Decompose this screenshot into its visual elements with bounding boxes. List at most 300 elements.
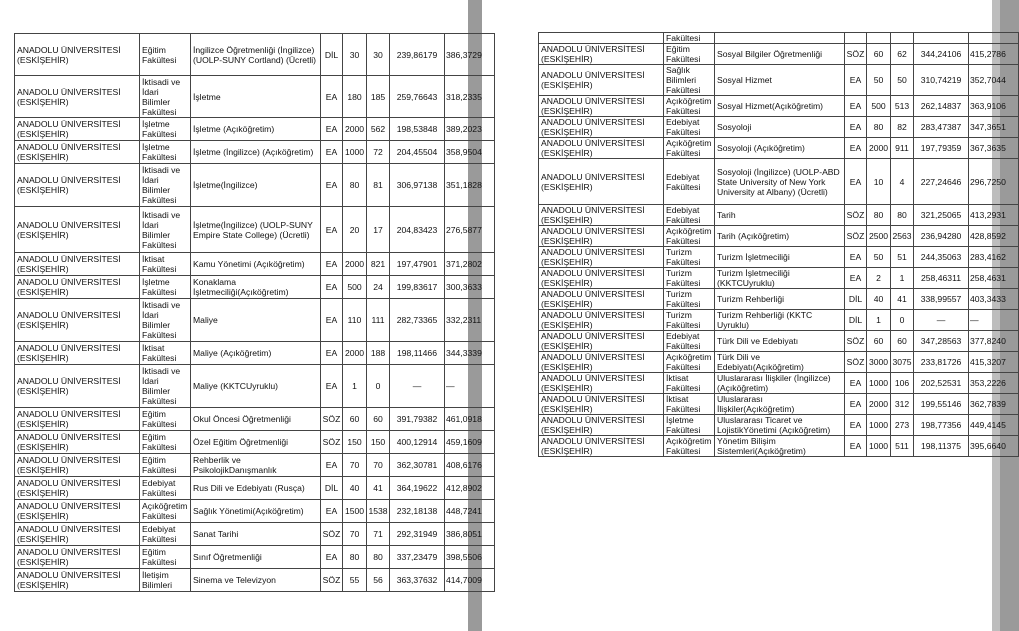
university-cell: ANADOLU ÜNİVERSİTESİ (ESKİŞEHİR) [15,207,140,253]
university-cell: ANADOLU ÜNİVERSİTESİ (ESKİŞEHİR) [539,44,664,65]
university-cell: ANADOLU ÜNİVERSİTESİ (ESKİŞEHİR) [15,365,140,408]
min-score-cell: — [390,365,445,408]
score-type-cell: EA [321,253,343,276]
table-row [15,546,495,569]
program-cell: Rehberlik ve PsikolojikDanışmanlık [191,454,321,477]
faculty-cell: Turizm Fakültesi [664,247,715,268]
score-type-cell: DİL [321,34,343,76]
program-cell: Uluslararası İlişkiler(Açıköğretim) [715,394,845,415]
empty-cell [715,33,845,44]
min-score-cell: 236,94280 [914,226,969,247]
score-type-cell: SÖZ [845,226,867,247]
quota-cell: 2000 [343,342,367,365]
score-type-cell: EA [845,436,867,457]
table-row [15,299,495,342]
max-score-cell: 389,2023 [445,118,495,141]
table-row [15,408,495,431]
placed-cell: 1538 [367,500,390,523]
score-type-cell: EA [845,138,867,159]
min-score-cell: 232,18138 [390,500,445,523]
placed-cell: 80 [891,205,914,226]
quota-cell: 80 [343,164,367,207]
max-score-cell: 415,2786 [969,44,1019,65]
university-cell: ANADOLU ÜNİVERSİTESİ (ESKİŞEHİR) [15,76,140,118]
table-row [539,352,1019,373]
program-cell: Uluslararası Ticaret ve LojistikYönetimi (Açıköğretim) [715,415,845,436]
score-type-cell: EA [321,276,343,299]
university-cell: ANADOLU ÜNİVERSİTESİ (ESKİŞEHİR) [15,141,140,164]
placed-cell: 188 [367,342,390,365]
quota-cell: 40 [343,477,367,500]
faculty-cell: İktisadi ve İdari Bilimler Fakültesi [140,76,191,118]
score-type-cell: EA [845,117,867,138]
placed-cell: 106 [891,373,914,394]
score-type-cell: EA [321,454,343,477]
program-cell: Sosyoloji [715,117,845,138]
max-score-cell: 459,1609 [445,431,495,454]
table-row [15,477,495,500]
faculty-cell: İşletme Fakültesi [140,276,191,299]
faculty-cell: Eğitim Fakültesi [140,546,191,569]
max-score-cell: 428,8592 [969,226,1019,247]
placed-cell: 82 [891,117,914,138]
score-type-cell: EA [321,207,343,253]
university-cell: ANADOLU ÜNİVERSİTESİ (ESKİŞEHİR) [539,394,664,415]
program-cell: Rus Dili ve Edebiyatı (Rusça) [191,477,321,500]
score-type-cell: EA [321,164,343,207]
placed-cell: 50 [891,65,914,96]
program-cell: İşletme(İngilizce) (UOLP-SUNY Empire State College) (Ücretli) [191,207,321,253]
min-score-cell: — [914,310,969,331]
score-type-cell: SÖZ [321,523,343,546]
quota-cell: 1 [867,310,891,331]
score-type-cell: EA [321,546,343,569]
max-score-cell: 352,7044 [969,65,1019,96]
score-type-cell: SÖZ [321,569,343,592]
score-type-cell: EA [845,65,867,96]
score-type-cell: EA [845,373,867,394]
max-score-cell: 353,2226 [969,373,1019,394]
placed-cell: 71 [367,523,390,546]
score-type-cell: EA [845,394,867,415]
quota-cell: 110 [343,299,367,342]
max-score-cell: 258,4631 [969,268,1019,289]
empty-cell [969,33,1019,44]
faculty-cell: İktisadi ve İdari Bilimler Fakültesi [140,164,191,207]
table-row [539,436,1019,457]
quota-cell: 2500 [867,226,891,247]
quota-cell: 1000 [867,436,891,457]
table-row [15,118,495,141]
max-score-cell: 415,3207 [969,352,1019,373]
placed-cell: 111 [367,299,390,342]
quota-cell: 2000 [343,253,367,276]
quota-cell: 1000 [867,415,891,436]
quota-cell: 30 [343,34,367,76]
placed-cell: 150 [367,431,390,454]
max-score-cell: 412,8902 [445,477,495,500]
faculty-cell: İletişim Bilimleri [140,569,191,592]
empty-cell [539,33,664,44]
quota-cell: 70 [343,454,367,477]
faculty-cell: Turizm Fakültesi [664,268,715,289]
program-cell: Turizm Rehberliği (KKTC Uyruklu) [715,310,845,331]
score-type-cell: SÖZ [845,331,867,352]
quota-cell: 3000 [867,352,891,373]
university-cell: ANADOLU ÜNİVERSİTESİ (ESKİŞEHİR) [539,373,664,394]
max-score-cell: 403,3433 [969,289,1019,310]
placed-cell: 911 [891,138,914,159]
faculty-cell: Edebiyat Fakültesi [664,331,715,352]
university-cell: ANADOLU ÜNİVERSİTESİ (ESKİŞEHİR) [15,454,140,477]
placed-cell: 41 [367,477,390,500]
max-score-cell: 296,7250 [969,159,1019,205]
faculty-cell: İktisat Fakültesi [664,373,715,394]
table-row [15,342,495,365]
placed-cell: 511 [891,436,914,457]
max-score-cell: 386,8051 [445,523,495,546]
program-cell: Uluslararası İlişkiler (İngilizce)(Açıköğretim) [715,373,845,394]
placed-cell: 1 [891,268,914,289]
quota-cell: 55 [343,569,367,592]
table-row [539,205,1019,226]
placed-cell: 41 [891,289,914,310]
faculty-cell: İktisadi ve İdari Bilimler Fakültesi [140,207,191,253]
table-row-continuation [539,33,1019,44]
university-cell: ANADOLU ÜNİVERSİTESİ (ESKİŞEHİR) [15,34,140,76]
university-cell: ANADOLU ÜNİVERSİTESİ (ESKİŞEHİR) [539,310,664,331]
quota-cell: 10 [867,159,891,205]
placed-cell: 0 [367,365,390,408]
university-cell: ANADOLU ÜNİVERSİTESİ (ESKİŞEHİR) [15,299,140,342]
university-cell: ANADOLU ÜNİVERSİTESİ (ESKİŞEHİR) [15,500,140,523]
faculty-cell: İktisadi ve İdari Bilimler Fakültesi [140,365,191,408]
program-cell: Özel Eğitim Öğretmenliği [191,431,321,454]
faculty-cell: Açıköğretim Fakültesi [664,226,715,247]
max-score-cell: 367,3635 [969,138,1019,159]
quota-cell: 40 [867,289,891,310]
quota-cell: 1500 [343,500,367,523]
placed-cell: 3075 [891,352,914,373]
table-row [15,76,495,118]
score-type-cell: EA [321,365,343,408]
quota-cell: 1000 [867,373,891,394]
placed-cell: 60 [891,331,914,352]
min-score-cell: 198,11466 [390,342,445,365]
min-score-cell: 363,37632 [390,569,445,592]
faculty-cell: Fakültesi [664,33,715,44]
quota-cell: 1000 [343,141,367,164]
placed-cell: 513 [891,96,914,117]
placed-cell: 30 [367,34,390,76]
table-row [539,138,1019,159]
score-type-cell: SÖZ [845,44,867,65]
university-cell: ANADOLU ÜNİVERSİTESİ (ESKİŞEHİR) [15,546,140,569]
score-type-cell: EA [845,415,867,436]
score-type-cell: EA [321,299,343,342]
empty-cell [867,33,891,44]
program-cell: Okul Öncesi Öğretmenliği [191,408,321,431]
max-score-cell: 398,5506 [445,546,495,569]
min-score-cell: 199,83617 [390,276,445,299]
faculty-cell: İktisat Fakültesi [664,394,715,415]
min-score-cell: 244,35063 [914,247,969,268]
placed-cell: 821 [367,253,390,276]
score-type-cell: EA [845,268,867,289]
table-row [539,65,1019,96]
score-type-cell: EA [845,96,867,117]
faculty-cell: Açıköğretim Fakültesi [664,96,715,117]
program-cell: Sosyal Hizmet(Açıköğretim) [715,96,845,117]
program-cell: Tarih (Açıköğretim) [715,226,845,247]
table-left [14,33,495,592]
max-score-cell: 408,6176 [445,454,495,477]
program-cell: Sosyal Hizmet [715,65,845,96]
faculty-cell: İşletme Fakültesi [664,415,715,436]
max-score-cell: 300,3633 [445,276,495,299]
max-score-cell: — [445,365,495,408]
program-cell: İngilizce Öğretmenliği (İngilizce)(UOLP-SUNY Cortland) (Ücretli) [191,34,321,76]
quota-cell: 150 [343,431,367,454]
faculty-cell: Sağlık Bilimleri Fakültesi [664,65,715,96]
table-right [538,32,1019,457]
university-cell: ANADOLU ÜNİVERSİTESİ (ESKİŞEHİR) [15,523,140,546]
max-score-cell: — [969,310,1019,331]
max-score-cell: 448,7241 [445,500,495,523]
university-cell: ANADOLU ÜNİVERSİTESİ (ESKİŞEHİR) [539,415,664,436]
quota-cell: 80 [867,205,891,226]
score-type-cell: EA [845,159,867,205]
table-row [539,44,1019,65]
placed-cell: 17 [367,207,390,253]
empty-cell [914,33,969,44]
min-score-cell: 310,74219 [914,65,969,96]
university-cell: ANADOLU ÜNİVERSİTESİ (ESKİŞEHİR) [539,65,664,96]
min-score-cell: 239,86179 [390,34,445,76]
program-cell: Türk Dili ve Edebiyatı [715,331,845,352]
program-cell: Yönetim Bilişim Sistemleri(Açıköğretim) [715,436,845,457]
empty-cell [891,33,914,44]
placed-cell: 4 [891,159,914,205]
faculty-cell: Edebiyat Fakültesi [140,477,191,500]
score-type-cell: DİL [845,289,867,310]
university-cell: ANADOLU ÜNİVERSİTESİ (ESKİŞEHİR) [539,436,664,457]
university-cell: ANADOLU ÜNİVERSİTESİ (ESKİŞEHİR) [539,138,664,159]
program-cell: İşletme (İngilizce) (Açıköğretim) [191,141,321,164]
quota-cell: 2000 [343,118,367,141]
max-score-cell: 283,4162 [969,247,1019,268]
quota-cell: 500 [343,276,367,299]
score-type-cell: EA [321,118,343,141]
max-score-cell: 461,0918 [445,408,495,431]
table-row [539,159,1019,205]
max-score-cell: 363,9106 [969,96,1019,117]
table-row [15,207,495,253]
university-cell: ANADOLU ÜNİVERSİTESİ (ESKİŞEHİR) [539,226,664,247]
faculty-cell: Eğitim Fakültesi [140,431,191,454]
quota-cell: 180 [343,76,367,118]
score-type-cell: EA [321,342,343,365]
table-row [15,164,495,207]
program-cell: Sanat Tarihi [191,523,321,546]
min-score-cell: 362,30781 [390,454,445,477]
university-cell: ANADOLU ÜNİVERSİTESİ (ESKİŞEHİR) [15,569,140,592]
placed-cell: 24 [367,276,390,299]
min-score-cell: 338,99557 [914,289,969,310]
placed-cell: 72 [367,141,390,164]
faculty-cell: Açıköğretim Fakültesi [664,138,715,159]
table-row [15,523,495,546]
score-type-cell: EA [321,76,343,118]
university-cell: ANADOLU ÜNİVERSİTESİ (ESKİŞEHİR) [15,118,140,141]
program-cell: Sosyal Bilgiler Öğretmenliği [715,44,845,65]
placed-cell: 185 [367,76,390,118]
table-row [539,117,1019,138]
quota-cell: 60 [343,408,367,431]
table-row [539,394,1019,415]
faculty-cell: Açıköğretim Fakültesi [664,352,715,373]
placed-cell: 0 [891,310,914,331]
faculty-cell: Eğitim Fakültesi [140,408,191,431]
program-cell: İşletme [191,76,321,118]
table-row [539,247,1019,268]
program-cell: Sınıf Öğretmenliği [191,546,321,569]
placed-cell: 81 [367,164,390,207]
program-cell: Turizm İşletmeciliği (KKTCUyruklu) [715,268,845,289]
table-row [539,310,1019,331]
placed-cell: 56 [367,569,390,592]
table-row [539,331,1019,352]
quota-cell: 50 [867,65,891,96]
max-score-cell: 395,6640 [969,436,1019,457]
min-score-cell: 258,46311 [914,268,969,289]
min-score-cell: 197,79359 [914,138,969,159]
placed-cell: 60 [367,408,390,431]
university-cell: ANADOLU ÜNİVERSİTESİ (ESKİŞEHİR) [539,331,664,352]
max-score-cell: 413,2931 [969,205,1019,226]
min-score-cell: 306,97138 [390,164,445,207]
university-cell: ANADOLU ÜNİVERSİTESİ (ESKİŞEHİR) [539,247,664,268]
faculty-cell: Edebiyat Fakültesi [664,117,715,138]
program-cell: Maliye (KKTCUyruklu) [191,365,321,408]
program-cell: İşletme (Açıköğretim) [191,118,321,141]
faculty-cell: İktisadi ve İdari Bilimler Fakültesi [140,299,191,342]
table-row [15,365,495,408]
program-cell: Maliye (Açıköğretim) [191,342,321,365]
university-cell: ANADOLU ÜNİVERSİTESİ (ESKİŞEHİR) [15,253,140,276]
faculty-cell: Edebiyat Fakültesi [664,159,715,205]
faculty-cell: Eğitim Fakültesi [140,34,191,76]
max-score-cell: 276,5877 [445,207,495,253]
faculty-cell: Edebiyat Fakültesi [140,523,191,546]
placed-cell: 62 [891,44,914,65]
table-row [539,373,1019,394]
university-cell: ANADOLU ÜNİVERSİTESİ (ESKİŞEHİR) [15,477,140,500]
score-type-cell: DİL [321,477,343,500]
table-row [15,431,495,454]
empty-cell [845,33,867,44]
min-score-cell: 400,12914 [390,431,445,454]
faculty-cell: Açıköğretim Fakültesi [664,436,715,457]
faculty-cell: Eğitim Fakültesi [664,44,715,65]
table-row [15,253,495,276]
max-score-cell: 344,3339 [445,342,495,365]
program-cell: Türk Dili ve Edebiyatı(Açıköğretim) [715,352,845,373]
max-score-cell: 332,2311 [445,299,495,342]
max-score-cell: 377,8240 [969,331,1019,352]
faculty-cell: İktisat Fakültesi [140,342,191,365]
quota-cell: 2000 [867,138,891,159]
max-score-cell: 318,2335 [445,76,495,118]
score-type-cell: SÖZ [845,352,867,373]
min-score-cell: 233,81726 [914,352,969,373]
placed-cell: 273 [891,415,914,436]
max-score-cell: 449,4145 [969,415,1019,436]
min-score-cell: 283,47387 [914,117,969,138]
faculty-cell: İktisat Fakültesi [140,253,191,276]
min-score-cell: 259,76643 [390,76,445,118]
program-cell: Maliye [191,299,321,342]
min-score-cell: 198,77356 [914,415,969,436]
university-cell: ANADOLU ÜNİVERSİTESİ (ESKİŞEHİR) [15,276,140,299]
max-score-cell: 347,3651 [969,117,1019,138]
placed-cell: 562 [367,118,390,141]
max-score-cell: 351,1828 [445,164,495,207]
faculty-cell: Açıköğretim Fakültesi [140,500,191,523]
program-cell: Sinema ve Televizyon [191,569,321,592]
quota-cell: 500 [867,96,891,117]
university-cell: ANADOLU ÜNİVERSİTESİ (ESKİŞEHİR) [15,342,140,365]
quota-cell: 20 [343,207,367,253]
faculty-cell: Eğitim Fakültesi [140,454,191,477]
faculty-cell: Turizm Fakültesi [664,289,715,310]
table-row [539,226,1019,247]
max-score-cell: 362,7839 [969,394,1019,415]
max-score-cell: 414,7009 [445,569,495,592]
min-score-cell: 262,14837 [914,96,969,117]
quota-cell: 80 [343,546,367,569]
table-row [539,415,1019,436]
min-score-cell: 282,73365 [390,299,445,342]
placed-cell: 51 [891,247,914,268]
quota-cell: 1 [343,365,367,408]
program-cell: İşletme(İngilizce) [191,164,321,207]
university-cell: ANADOLU ÜNİVERSİTESİ (ESKİŞEHİR) [15,164,140,207]
max-score-cell: 371,2802 [445,253,495,276]
faculty-cell: Edebiyat Fakültesi [664,205,715,226]
score-type-cell: EA [321,141,343,164]
score-type-cell: SÖZ [321,431,343,454]
table-row [539,268,1019,289]
table-row [15,454,495,477]
university-cell: ANADOLU ÜNİVERSİTESİ (ESKİŞEHİR) [539,352,664,373]
min-score-cell: 364,19622 [390,477,445,500]
placed-cell: 70 [367,454,390,477]
max-score-cell: 358,9504 [445,141,495,164]
quota-cell: 80 [867,117,891,138]
min-score-cell: 227,24646 [914,159,969,205]
table-row [539,289,1019,310]
min-score-cell: 204,83423 [390,207,445,253]
university-cell: ANADOLU ÜNİVERSİTESİ (ESKİŞEHİR) [539,117,664,138]
placed-cell: 80 [367,546,390,569]
university-cell: ANADOLU ÜNİVERSİTESİ (ESKİŞEHİR) [15,431,140,454]
score-type-cell: SÖZ [321,408,343,431]
program-cell: Turizm Rehberliği [715,289,845,310]
quota-cell: 60 [867,331,891,352]
score-type-cell: DİL [845,310,867,331]
placed-cell: 2563 [891,226,914,247]
